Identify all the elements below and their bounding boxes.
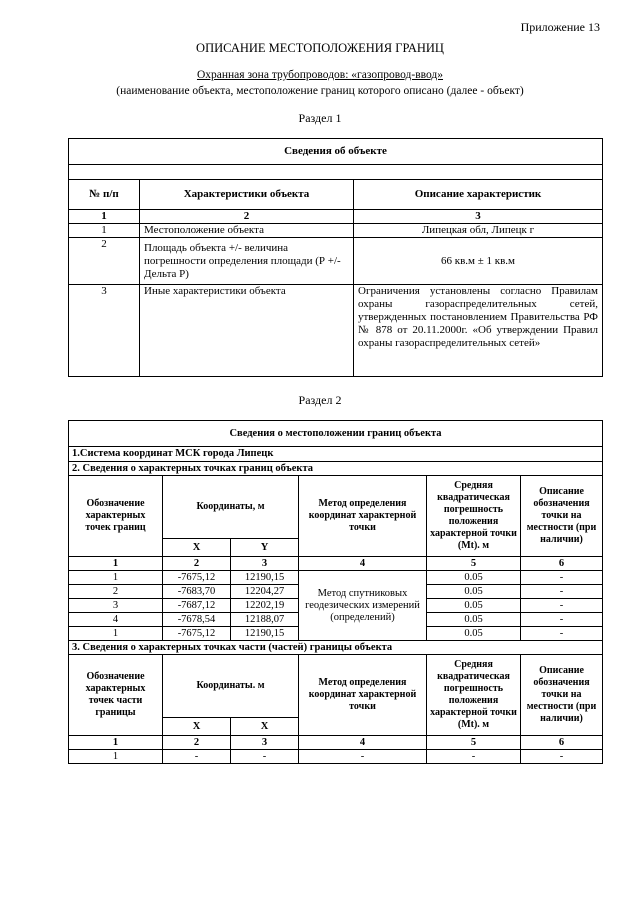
col-header-num: № п/п [69,180,140,210]
point-error: 0.05 [427,627,521,641]
index-cell: 2 [140,210,354,224]
point-error: 0.05 [427,613,521,627]
col-header-part-error: Средняя квадратическая погрешность положения характерной точки (Mt). м [427,655,521,736]
col-header-part-coordinates: Координаты. м [163,655,299,718]
col-header-point-description: Описание обозначения точки на местности (при наличии) [521,476,603,557]
point-y: 12190,15 [231,571,299,585]
point-y: 12188,07 [231,613,299,627]
col-header-characteristic: Характеристики объекта [140,180,354,210]
point-description: - [521,571,603,585]
document-title: ОПИСАНИЕ МЕСТОПОЛОЖЕНИЯ ГРАНИЦ [196,41,444,55]
part-point-number: 1 [69,750,163,764]
part-point-x: - [163,750,231,764]
table-row [69,571,603,585]
object-name: Охранная зона трубопроводов: «газопровод-ввод» [196,69,444,81]
point-y: 12190,15 [231,627,299,641]
row-description: Ограничения установлены согласно Правилам охраны газораспределительных сетей, утвержденных постановлением Правительства РФ № 878 от 20.11.2000г. «Об утверждении Правил охраны газораспределительных сетей» [354,285,603,377]
col-header-part-x: X [163,718,231,736]
index-cell: 4 [299,557,427,571]
index-cell: 3 [231,736,299,750]
row-characteristic: Местоположение объекта [140,224,354,238]
col-header-part-x2: X [231,718,299,736]
row-description: Липецкая обл, Липецк г [354,224,603,238]
points-section-title: 2. Сведения о характерных точках границ объекта [69,462,603,476]
col-header-description: Описание характеристик [354,180,603,210]
row-characteristic: Площадь объекта +/- величина погрешности определения площади (Р +/- Дельта Р) [140,238,354,285]
col-header-coordinates: Координаты, м [163,476,299,539]
part-points-section-title: 3. Сведения о характерных точках части (частей) границы объекта [69,641,603,655]
point-error: 0.05 [427,585,521,599]
index-cell: 6 [521,736,603,750]
point-number: 1 [69,627,163,641]
col-header-x: X [163,539,231,557]
section1-label: Раздел 1 [298,111,342,125]
row-description: 66 кв.м ± 1 кв.м [354,238,603,285]
part-point-method: - [299,750,427,764]
index-cell: 1 [69,210,140,224]
table-row [69,285,603,377]
index-cell: 5 [427,736,521,750]
empty-row [69,165,603,180]
point-description: - [521,585,603,599]
col-header-error: Средняя квадратическая погрешность положения характерной точки (Mt). м [427,476,521,557]
col-header-part-method: Метод определения координат характерной точки [299,655,427,736]
point-x: -7675,12 [163,627,231,641]
index-cell: 4 [299,736,427,750]
col-header-part-description: Описание обозначения точки на местности (при наличии) [521,655,603,736]
object-info-title: Сведения об объекте [69,139,603,165]
coordinate-system-row: 1.Система координат МСК города Липецк [69,447,603,462]
index-cell: 3 [231,557,299,571]
col-header-point: Обозначение характерных точек границ [69,476,163,557]
part-point-error: - [427,750,521,764]
col-header-method: Метод определения координат характерной точки [299,476,427,557]
table-row [69,238,603,285]
index-cell: 1 [69,736,163,750]
point-description: - [521,613,603,627]
index-cell: 3 [354,210,603,224]
point-x: -7683,70 [163,585,231,599]
point-x: -7687,12 [163,599,231,613]
point-error: 0.05 [427,599,521,613]
boundary-location-table [68,420,603,764]
index-cell: 5 [427,557,521,571]
point-description: - [521,627,603,641]
index-cell: 1 [69,557,163,571]
boundary-table-title: Сведения о местоположении границ объекта [69,421,603,447]
object-info-table [68,138,603,377]
col-header-part-point: Обозначение характерных точек части границы [69,655,163,736]
point-description: - [521,599,603,613]
point-y: 12204,27 [231,585,299,599]
point-error: 0.05 [427,571,521,585]
section2-label: Раздел 2 [298,393,342,407]
col-header-y: Y [231,539,299,557]
point-number: 2 [69,585,163,599]
appendix-label: Приложение 13 [520,20,600,34]
object-caption: (наименование объекта, местоположение границ которого описано (далее - объект) [116,85,524,97]
part-point-y: - [231,750,299,764]
point-method: Метод спутниковых геодезических измерений (определений) [299,571,427,641]
row-num: 1 [69,224,140,238]
point-x: -7678,54 [163,613,231,627]
part-point-description: - [521,750,603,764]
point-number: 1 [69,571,163,585]
row-num: 2 [69,238,140,285]
row-num: 3 [69,285,140,377]
index-cell: 2 [163,736,231,750]
table-row [69,224,603,238]
index-cell: 6 [521,557,603,571]
table-row [69,750,603,764]
point-y: 12202,19 [231,599,299,613]
index-cell: 2 [163,557,231,571]
row-characteristic: Иные характеристики объекта [140,285,354,377]
point-number: 4 [69,613,163,627]
point-x: -7675,12 [163,571,231,585]
point-number: 3 [69,599,163,613]
